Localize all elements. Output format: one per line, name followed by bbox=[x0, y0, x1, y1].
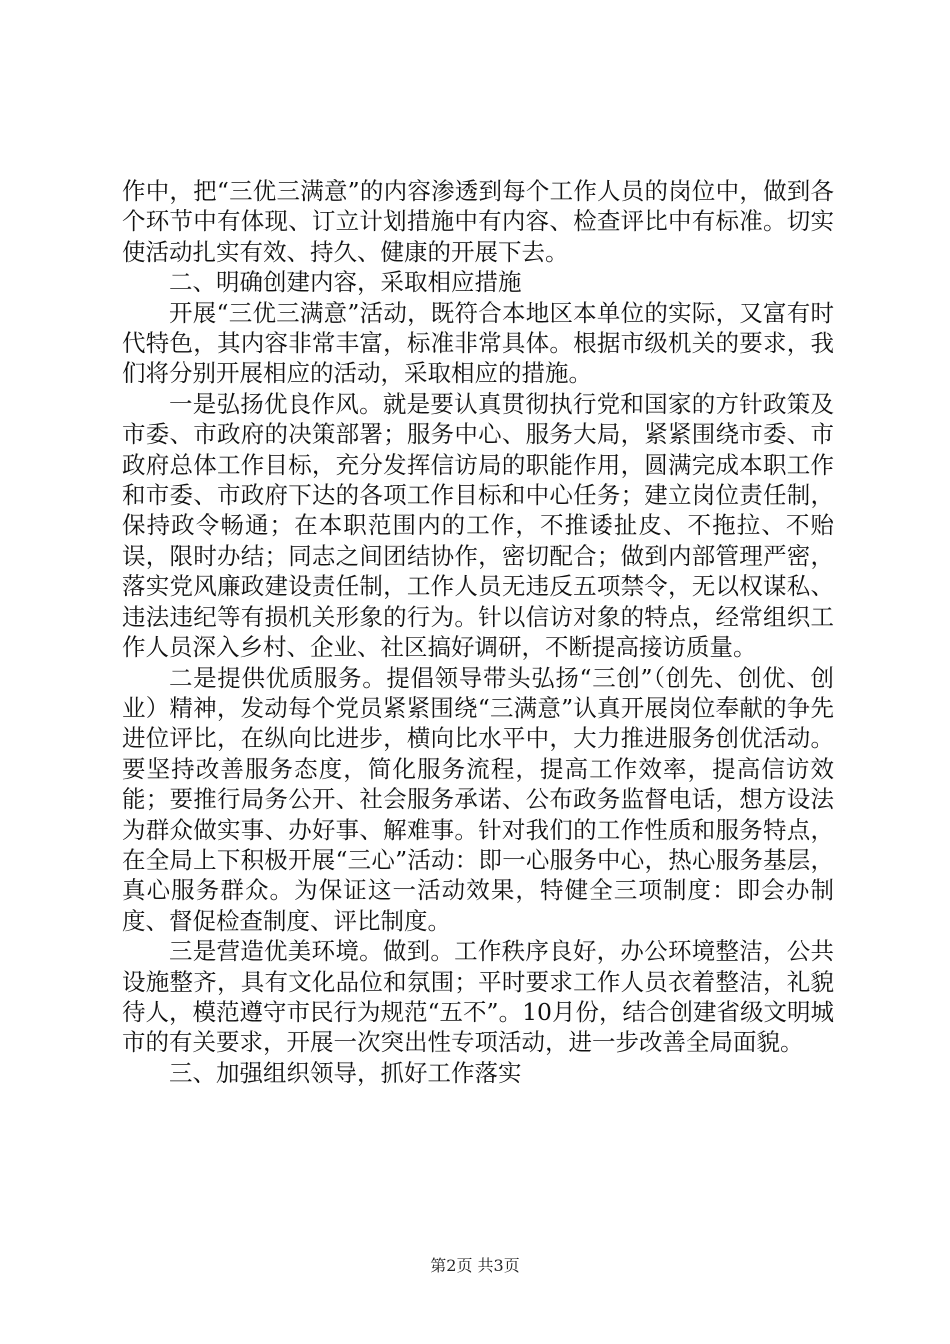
section-heading-2: 二、明确创建内容，采取相应措施 bbox=[169, 268, 522, 297]
document-body bbox=[122, 176, 834, 1088]
paragraph-continuation: 作中，把“三优三满意”的内容渗透到每个工作人员的岗位中，做到各个环节中有体现、订立计划措施中有内容、检查评比中有标准。切实使活动扎实有效、持久、健康的开展下去。 bbox=[122, 177, 834, 266]
paragraph-service: 二是提供优质服务。提倡领导带头弘扬“三创”（创先、创优、创业）精神，发动每个党员紧紧围绕“三满意”认真开展岗位奉献的争先进位评比，在纵向比进步，横向比水平中，大力推进服务创优活动。要坚持改善服务态度，简化服务流程，提高工作效率，提高信访效能；要推行局务公开、社会服务承诺、公布政务监督电话，想方设法为群众做实事、办好事、解难事。针对我们的工作性质和服务特点，在全局上下积极开展“三心”活动：即一心服务中心，热心服务基层，真心服务群众。为保证这一活动效果，特健全三项制度：即会办制度、督促检查制度、评比制度。 bbox=[122, 663, 834, 935]
paragraph-intro: 开展“三优三满意”活动，既符合本地区本单位的实际，又富有时代特色，其内容非常丰富，标准非常具体。根据市级机关的要求，我们将分别开展相应的活动，采取相应的措施。 bbox=[122, 298, 834, 388]
page-number: 第2页 共3页 bbox=[430, 1256, 520, 1275]
section-heading-3: 三、加强组织领导，抓好工作落实 bbox=[169, 1058, 522, 1087]
paragraph-environment: 三是营造优美环境。做到。工作秩序良好，办公环境整洁，公共设施整齐，具有文化品位和氛围；平时要求工作人员衣着整洁，礼貌待人，模范遵守市民行为规范“五不”。10月份，结合创建省级文明城市的有关要求，开展一次突出性专项活动，进一步改善全局面貌。 bbox=[122, 937, 834, 1057]
paragraph-style: 一是弘扬优良作风。就是要认真贯彻执行党和国家的方针政策及市委、市政府的决策部署；服务中心、服务大局，紧紧围绕市委、市政府总体工作目标，充分发挥信访局的职能作用，圆满完成本职工作和市委、市政府下达的各项工作目标和中心任务；建立岗位责任制，保持政令畅通；在本职范围内的工作，不推诿扯皮、不拖拉、不贻误，限时办结；同志之间团结协作，密切配合；做到内部管理严密，落实党风廉政建设责任制，工作人员无违反五项禁令，无以权谋私、违法违纪等有损机关形象的行为。针以信访对象的特点，经常组织工作人员深入乡村、企业、社区搞好调研，不断提高接访质量。 bbox=[122, 389, 834, 662]
